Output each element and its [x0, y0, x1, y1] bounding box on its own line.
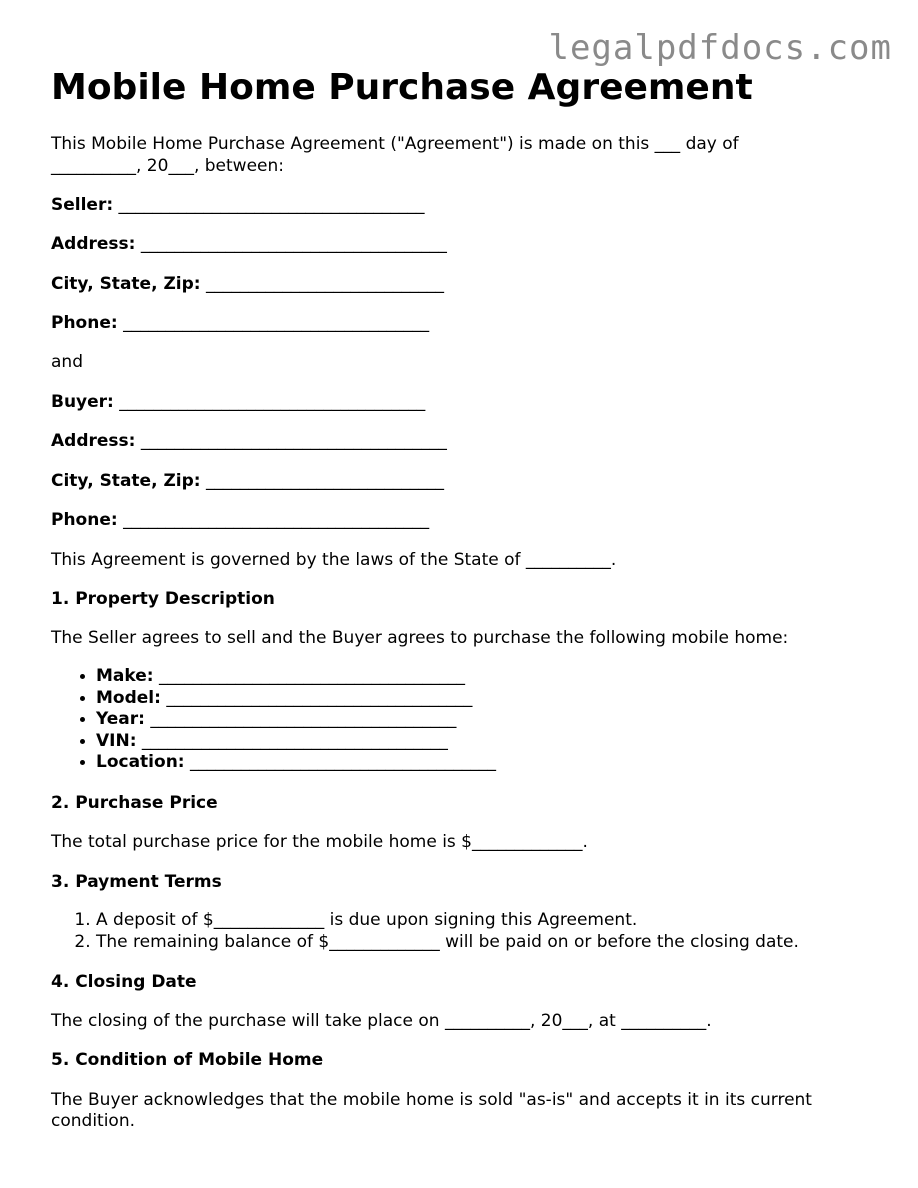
buyer-name-field: [51, 391, 425, 413]
seller-city-blank: ____________________________: [205, 274, 444, 294]
list-item-year: [96, 709, 496, 731]
year-blank: ____________________________________: [150, 709, 457, 729]
buyer-city-label: City, State, Zip:: [51, 471, 201, 491]
location-blank: ____________________________________: [190, 752, 497, 772]
model-blank: ____________________________________: [166, 687, 473, 708]
model-label: Model:: [96, 687, 161, 708]
buyer-name-blank: ____________________________________: [119, 392, 426, 412]
seller-phone-field: [51, 312, 429, 334]
seller-phone-blank: ____________________________________: [123, 313, 430, 333]
section-4-heading: 4. Closing Date: [51, 972, 197, 992]
list-item-make: [96, 666, 496, 688]
buyer-city-field: [51, 470, 444, 492]
buyer-phone-blank: ____________________________________: [123, 510, 430, 530]
buyer-name-label: Buyer:: [51, 392, 114, 412]
buyer-phone-label: Phone:: [51, 510, 118, 530]
watermark: legalpdfdocs.com: [548, 28, 892, 68]
buyer-address-label: Address:: [51, 431, 136, 451]
governing-law-text: This Agreement is governed by the laws of the State of __________.: [51, 550, 617, 570]
buyer-city-blank: ____________________________: [205, 471, 444, 491]
page-title: Mobile Home Purchase Agreement: [51, 67, 753, 108]
buyer-address-blank: ____________________________________: [140, 431, 447, 451]
section-5-line-1: The Buyer acknowledges that the mobile home is sold "as-is" and accepts it in its current: [51, 1090, 812, 1110]
and-text: and: [51, 352, 83, 372]
section-2-text: The total purchase price for the mobile home is $_____________.: [51, 832, 588, 852]
seller-city-field: [51, 273, 444, 295]
list-item-deposit: 1. A deposit of $_____________ is due upon signing this Agreement.: [96, 910, 799, 932]
year-label: Year:: [96, 709, 145, 729]
list-item-location: [96, 752, 496, 774]
buyer-phone-field: [51, 509, 429, 531]
intro-line-2: __________, 20___, between:: [51, 156, 284, 176]
seller-city-label: City, State, Zip:: [51, 274, 201, 294]
payment-terms-list: [51, 910, 799, 953]
vin-label: VIN:: [96, 730, 137, 751]
list-item-vin: [96, 731, 496, 753]
section-3-heading: 3. Payment Terms: [51, 872, 222, 892]
seller-address-label: Address:: [51, 234, 136, 254]
section-5-line-2: condition.: [51, 1111, 136, 1131]
seller-address-field: [51, 233, 447, 255]
seller-phone-label: Phone:: [51, 313, 118, 333]
seller-address-blank: ____________________________________: [140, 234, 447, 254]
vin-blank: ____________________________________: [141, 730, 448, 751]
list-item-balance: 2. The remaining balance of $_____________ will be paid on or before the closing date.: [96, 932, 799, 954]
make-label: Make:: [96, 666, 154, 686]
seller-name-label: Seller:: [51, 195, 114, 215]
make-blank: ____________________________________: [158, 666, 465, 686]
intro-line-1: This Mobile Home Purchase Agreement ("Agreement") is made on this ___ day of: [51, 134, 739, 154]
list-item-model: [96, 688, 496, 710]
section-5-heading: 5. Condition of Mobile Home: [51, 1050, 324, 1070]
seller-name-blank: ____________________________________: [118, 195, 425, 215]
section-1-text: The Seller agrees to sell and the Buyer agrees to purchase the following mobile home:: [51, 628, 789, 648]
seller-name-field: [51, 194, 425, 216]
section-4-text: The closing of the purchase will take place on __________, 20___, at __________.: [51, 1011, 712, 1031]
buyer-address-field: [51, 430, 447, 452]
location-label: Location:: [96, 752, 185, 772]
section-2-heading: 2. Purchase Price: [51, 793, 218, 813]
section-1-heading: 1. Property Description: [51, 589, 275, 609]
property-list: [51, 666, 496, 774]
